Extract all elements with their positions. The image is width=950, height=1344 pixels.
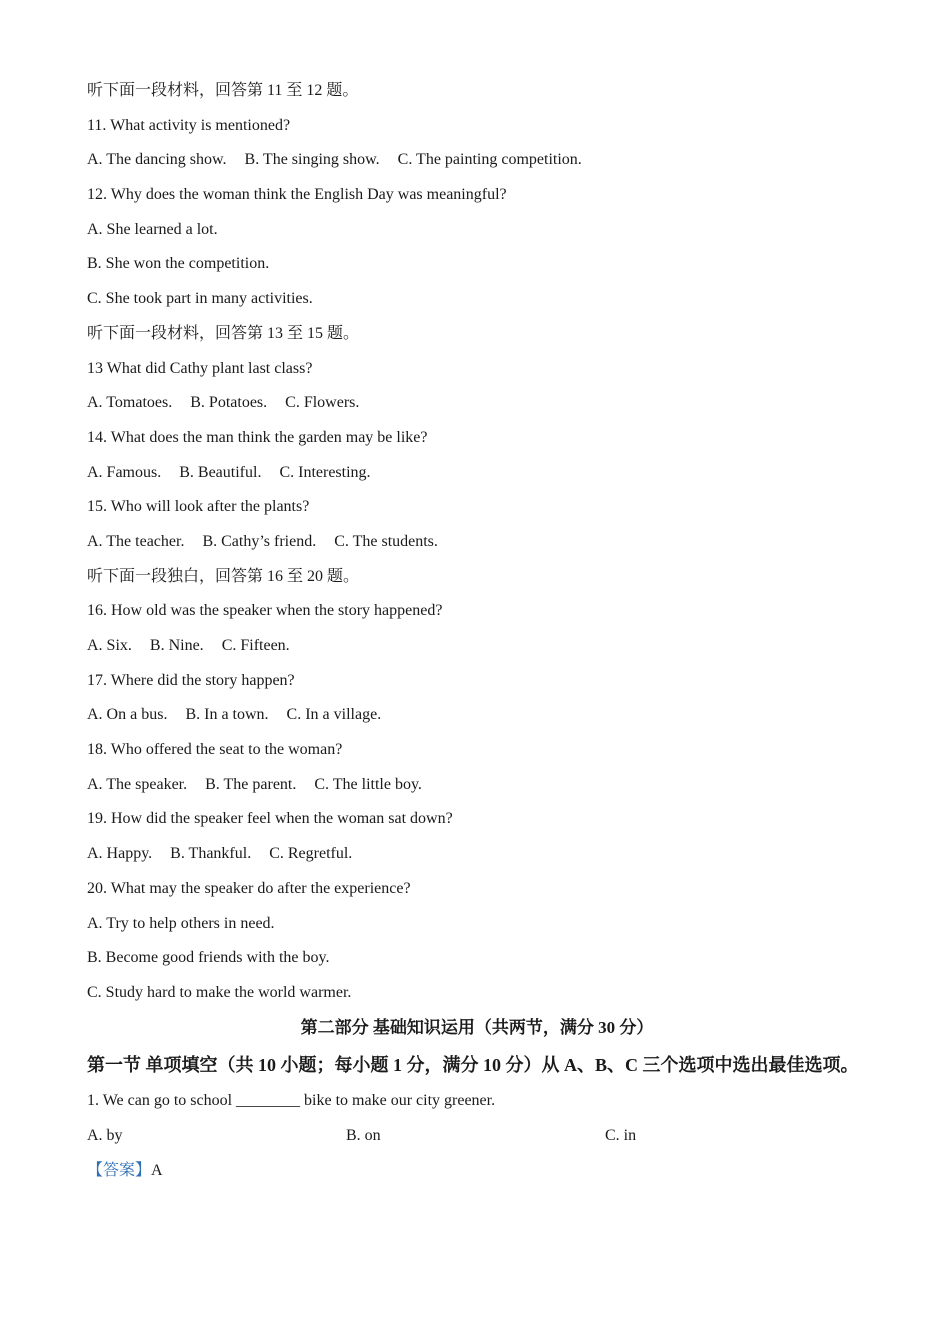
- option-a: A. The dancing show.: [87, 151, 227, 169]
- option-b: B. The parent.: [205, 775, 297, 793]
- text-line: 15. Who will look after the plants?: [87, 498, 310, 516]
- text-line: 11. What activity is mentioned?: [87, 116, 291, 134]
- option-c: C. Regretful.: [269, 845, 353, 863]
- option-a: A. Six.: [87, 637, 132, 654]
- text-line: 听下面一段材料，回答第 13 至 15 题。: [87, 324, 360, 342]
- answer-value: A: [151, 1161, 163, 1179]
- options-line: [87, 143, 867, 178]
- option-b: B. Nine.: [149, 637, 204, 654]
- text-line: 12. Why does the woman think the English Day was meaningful?: [87, 186, 507, 204]
- option-c: C. Fifteen.: [221, 637, 290, 654]
- options-line: [87, 837, 867, 872]
- text-line: 18. Who offered the seat to the woman?: [87, 741, 343, 759]
- option-b: B. The singing show.: [244, 151, 380, 169]
- text-line: 听下面一段独白，回答第 16 至 20 题。: [87, 567, 360, 585]
- option-a: A. by: [87, 1126, 123, 1144]
- option-b: B. In a town.: [185, 706, 269, 724]
- option-a: A. The speaker.: [87, 775, 188, 793]
- option-a: A. The teacher.: [87, 532, 185, 550]
- answer-tag: 【答案】: [87, 1161, 152, 1179]
- text-line: A. Try to help others in need.: [87, 914, 275, 932]
- option-b: B. Cathy’s friend.: [202, 532, 317, 550]
- option-c: C. The painting competition.: [397, 151, 582, 169]
- option-c: C. Interesting.: [279, 463, 371, 481]
- text-line: 19. How did the speaker feel when the woman sat down?: [87, 810, 453, 828]
- options-line: [87, 768, 867, 803]
- options-line: [87, 698, 867, 733]
- option-c: C. The little boy.: [314, 775, 422, 793]
- options-line: [87, 525, 867, 560]
- options-line: [87, 456, 867, 491]
- question-1-stem: 1. We can go to school ________ bike to make our city greener.: [87, 1092, 496, 1110]
- option-c: C. In a village.: [286, 706, 382, 724]
- text-line: 17. Where did the story happen?: [87, 671, 295, 689]
- text-line: 20. What may the speaker do after the experience?: [87, 879, 411, 897]
- option-b: B. on: [346, 1126, 381, 1144]
- text-line: C. She took part in many activities.: [87, 290, 313, 308]
- text-line: B. She won the competition.: [87, 255, 270, 273]
- option-a: A. Tomatoes.: [87, 394, 173, 412]
- answer-line: [87, 1154, 867, 1189]
- option-c: C. in: [605, 1126, 637, 1144]
- text-line: B. Become good friends with the boy.: [87, 949, 330, 967]
- option-b: B. Beautiful.: [179, 463, 262, 481]
- listening-questions: [87, 74, 867, 1011]
- text-line: 16. How old was the speaker when the story happened?: [87, 602, 443, 620]
- option-b: B. Thankful.: [170, 845, 252, 863]
- text-line: C. Study hard to make the world warmer.: [87, 983, 352, 1001]
- options-line: [87, 386, 867, 421]
- option-a: A. Famous.: [87, 463, 162, 481]
- option-b: B. Potatoes.: [190, 394, 268, 412]
- options-line: [87, 629, 867, 664]
- option-a: A. Happy.: [87, 845, 153, 863]
- section1-title: 第一节 单项填空（共 10 小题；每小题 1 分，满分 10 分）从 A、B、C 三个选项中选出最佳选项。: [87, 1055, 859, 1076]
- question-1-options: [87, 1119, 867, 1154]
- text-line: 听下面一段材料，回答第 11 至 12 题。: [87, 82, 359, 99]
- option-a: A. On a bus.: [87, 706, 168, 724]
- text-line: 14. What does the man think the garden may be like?: [87, 428, 428, 446]
- text-line: A. She learned a lot.: [87, 220, 218, 238]
- document-page: [87, 74, 867, 1188]
- text-line: 13 What did Cathy plant last class?: [87, 359, 313, 377]
- option-c: C. Flowers.: [285, 394, 360, 412]
- part2-title: 第二部分 基础知识运用（共两节，满分 30 分）: [300, 1017, 654, 1037]
- option-c: C. The students.: [334, 532, 438, 550]
